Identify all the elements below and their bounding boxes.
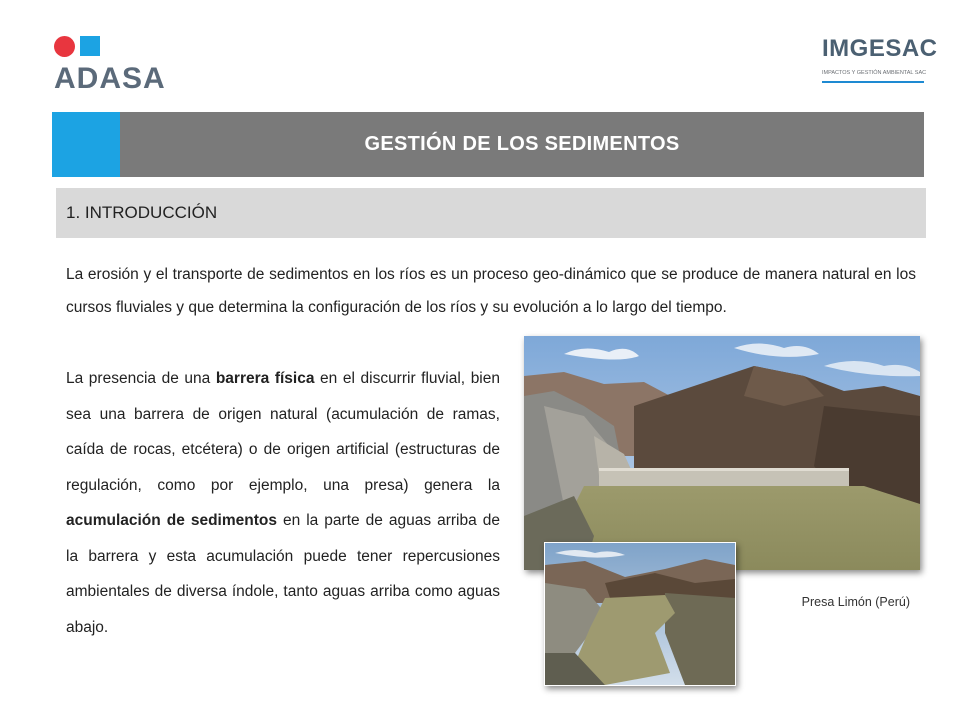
barrier-paragraph: [66, 361, 500, 645]
imgesac-logo: [822, 35, 938, 83]
bold-term-acumulacion: acumulación de sedimentos: [66, 512, 277, 529]
logo-blue-square: [80, 36, 100, 56]
text-run: en la parte de aguas arriba de la barrera y esta acumulación puede tener repercusiones ambientales de diversa índole, tanto aguas arriba como aguas abajo.: [66, 512, 500, 636]
intro-paragraph: La erosión y el transporte de sedimentos en los ríos es un proceso geo-dinámico que se produce de manera natural en los cursos fluviales y que determina la configuración de los ríos y su evolución a lo largo del tiempo.: [66, 266, 916, 316]
title-accent-block: [52, 112, 120, 177]
bold-term-barrera-fisica: barrera física: [215, 370, 315, 387]
dam-photo-main-image: [524, 336, 920, 570]
dam-photo-inset-image: [545, 543, 735, 685]
logo-red-circle: [54, 36, 75, 57]
imgesac-logo-text: IMGESAC: [822, 35, 938, 62]
section-header: [56, 188, 926, 238]
title-bar: [52, 112, 924, 177]
adasa-logo-text: ADASA: [54, 62, 166, 95]
imgesac-tagline: IMPACTOS Y GESTIÓN AMBIENTAL SAC: [822, 70, 927, 76]
text-run: en el discurrir fluvial, bien sea una barrera de origen natural (acumulación de ramas, caída de rocas, etcétera) o de origen artificial (estructuras de regulación, como por ejemplo, una presa) genera la: [66, 370, 500, 494]
dam-photo-inset: [544, 542, 736, 686]
photo-caption: Presa Limón (Perú): [801, 595, 910, 609]
text-run: La presencia de una: [66, 370, 216, 387]
page-title: GESTIÓN DE LOS SEDIMENTOS: [120, 112, 924, 177]
dam-photo-main: [524, 336, 920, 570]
section-heading: 1. INTRODUCCIÓN: [66, 203, 218, 222]
imgesac-underline: [822, 81, 924, 83]
